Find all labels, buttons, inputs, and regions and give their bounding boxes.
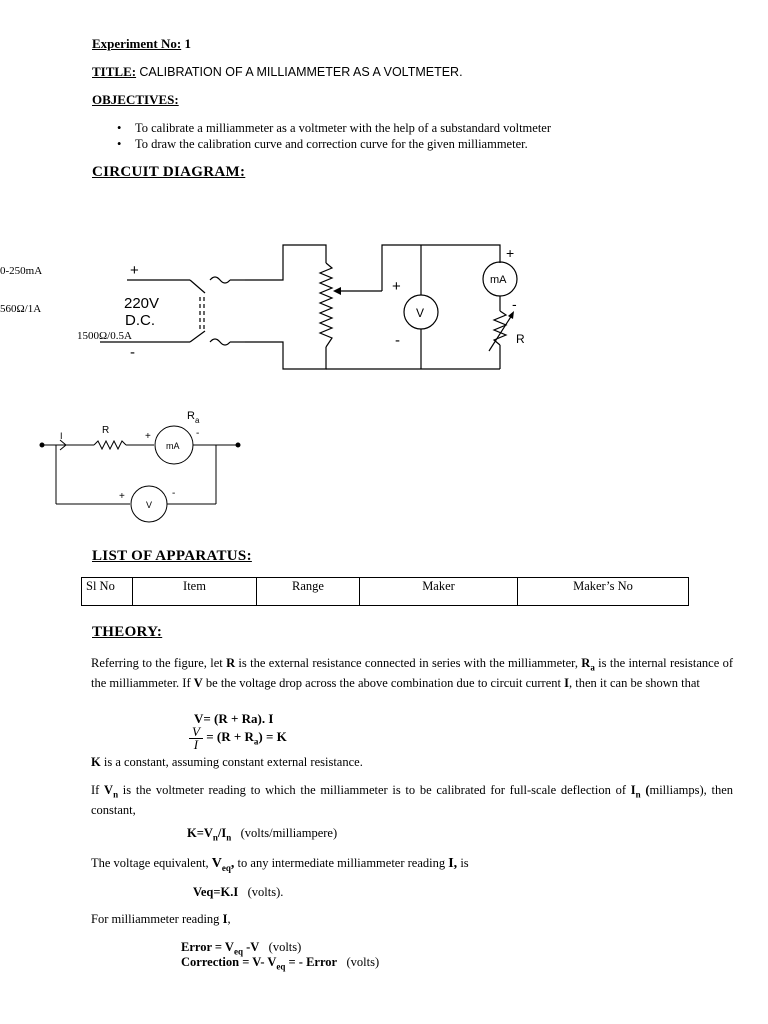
equation-error: Error = $V_{eq}$ -V (volts)	[181, 940, 302, 957]
table-row	[82, 578, 689, 606]
supply-type: D.C.	[125, 312, 155, 329]
objectives-heading: OBJECTIVES:	[92, 92, 179, 107]
milliammeter-label: mA	[490, 274, 507, 286]
milliammeter-plus: +	[145, 431, 151, 442]
table-header-cell: Sl No	[82, 578, 133, 606]
voltmeter-plus: +	[392, 278, 401, 295]
voltmeter-minus: -	[172, 488, 176, 499]
experiment-line	[92, 36, 191, 52]
supply-plus: +	[130, 262, 139, 279]
range-label-rheostat: 560Ω/1A	[0, 303, 42, 315]
supply-voltage: 220V	[124, 295, 160, 312]
equation-v: V= (R + Ra). I	[194, 711, 274, 726]
objective-item: • To calibrate a milliammeter as a voltmeter with the help of a substandard voltmeter	[111, 121, 551, 137]
theory-paragraph-2: If $V_n$ is the voltmeter reading to which the milliammeter is to be calibrated for full-scale deflection of $I_n$ (milliamps), then constant,	[91, 783, 734, 817]
objectives-list	[111, 121, 551, 153]
title-label: TITLE:	[92, 64, 137, 79]
equivalent-circuit	[38, 405, 258, 525]
voltmeter-plus: +	[119, 491, 125, 502]
theory-paragraph-3: The voltage equivalent, $V_{eq}$, to any intermediate milliammeter reading I, is	[91, 856, 469, 873]
objective-item: • To draw the calibration curve and correction curve for the given milliammeter.	[111, 137, 551, 153]
circuit-diagram	[0, 235, 540, 380]
milliammeter-minus: -	[196, 428, 200, 439]
range-label-resistor: 1500Ω/0.5A	[77, 330, 132, 342]
equation-k: $\frac{V}{I}$ = $(R + R_a) = K$	[189, 726, 287, 751]
supply-minus: -	[130, 344, 135, 361]
resistor-label: R	[516, 332, 525, 346]
k-definition: K is a constant, assuming constant external resistance.	[91, 755, 363, 769]
table-header-cell: Maker	[360, 578, 518, 606]
ra-label: $R_a$	[187, 410, 200, 425]
title-text: CALIBRATION OF A MILLIAMMETER AS A VOLTMETER.	[139, 65, 463, 79]
equation-k-constant: $K=V_n/I_n$ (volts/milliampere)	[187, 826, 338, 843]
range-label-milliammeter: 0-250mA	[0, 265, 43, 277]
table-header-cell: Range	[257, 578, 360, 606]
series-resistor-label: R	[102, 425, 110, 436]
theory-paragraph-4: For milliammeter reading I,	[91, 912, 231, 926]
voltmeter-minus: -	[395, 332, 400, 349]
experiment-label: Experiment No:	[92, 36, 182, 51]
current-label: I	[60, 431, 63, 441]
apparatus-heading: LIST OF APPARATUS:	[92, 548, 252, 564]
equation-veq: Veq=K.I (volts).	[193, 885, 284, 899]
milliammeter-plus: +	[506, 245, 515, 261]
equation-correction: Correction = V- $V_{eq}$ = - Error (volts)	[181, 955, 380, 972]
experiment-number: 1	[184, 36, 191, 51]
circuit-heading: CIRCUIT DIAGRAM:	[92, 164, 246, 180]
title-line	[92, 64, 463, 80]
table-header-cell: Item	[133, 578, 257, 606]
apparatus-table	[81, 577, 689, 606]
theory-heading: THEORY:	[92, 624, 163, 640]
table-header-cell: Maker’s No	[518, 578, 689, 606]
voltmeter-label: V	[416, 306, 425, 320]
milliammeter-minus: -	[512, 296, 517, 312]
milliammeter-label: mA	[166, 441, 180, 451]
theory-paragraph-1: Referring to the figure, let R is the external resistance connected in series with the milliammeter, $R_a$ is the internal resistance of the milliammeter. If V be the voltage drop across the above combination due to circuit current I, then it can be shown that	[91, 656, 734, 690]
voltmeter-label: V	[146, 500, 153, 510]
